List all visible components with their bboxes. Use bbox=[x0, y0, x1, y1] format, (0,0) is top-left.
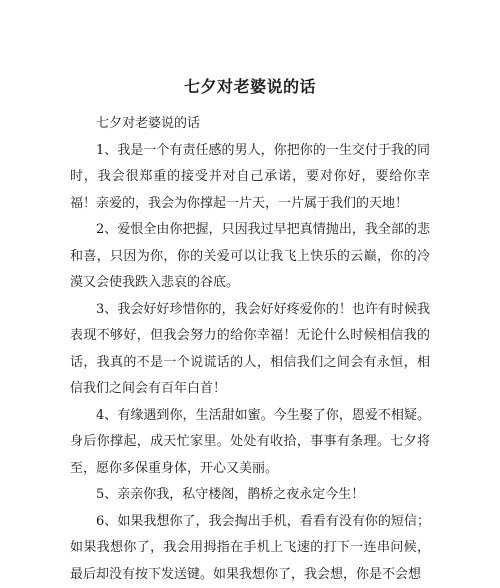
paragraph-4: 4、有缘遇到你，生活甜如蜜。今生娶了你，恩爱不相疑。身后你撑起，成天忙家里。处处有收拾，事事有条理。七夕将至，愿你多保重身体，开心又美丽。 bbox=[70, 403, 430, 483]
paragraph-1: 1、我是一个有责任感的男人，你把你的一生交付于我的同时，我会很郑重的接受并对自己承诺，要对你好，要给你幸福！亲爱的，我会为你撑起一片天，一片属于我们的天地！ bbox=[70, 138, 430, 218]
paragraph-2: 2、爱恨全由你把握，只因我过早把真情抛出，我全部的悲和喜，只因为你，你的关爱可以让我飞上快乐的云巅，你的冷漠又会使我跌入悲哀的谷底。 bbox=[70, 217, 430, 297]
paragraph-3: 3、我会好好珍惜你的，我会好好疼爱你的！也许有时候我表现不够好，但我会努力的给你幸福！无论什么时候相信我的话，我真的不是一个说谎话的人，相信我们之间会有永恒，相信我们之间会有百年白首！ bbox=[70, 297, 430, 403]
document-title: 七夕对老婆说的话 bbox=[0, 74, 500, 97]
paragraph-subtitle: 七夕对老婆说的话 bbox=[70, 111, 430, 138]
paragraph-6: 6、如果我想你了，我会掏出手机，看看有没有你的短信；如果我想你了，我会用拇指在手机上飞速的打下一连串问候，最后却没有按下发送键。如果我想你了，我会想，你是不会想 bbox=[70, 509, 430, 588]
document-body bbox=[70, 111, 430, 588]
paragraph-5: 5、亲亲你我，私守楼阁，鹊桥之夜永定今生！ bbox=[70, 482, 430, 509]
